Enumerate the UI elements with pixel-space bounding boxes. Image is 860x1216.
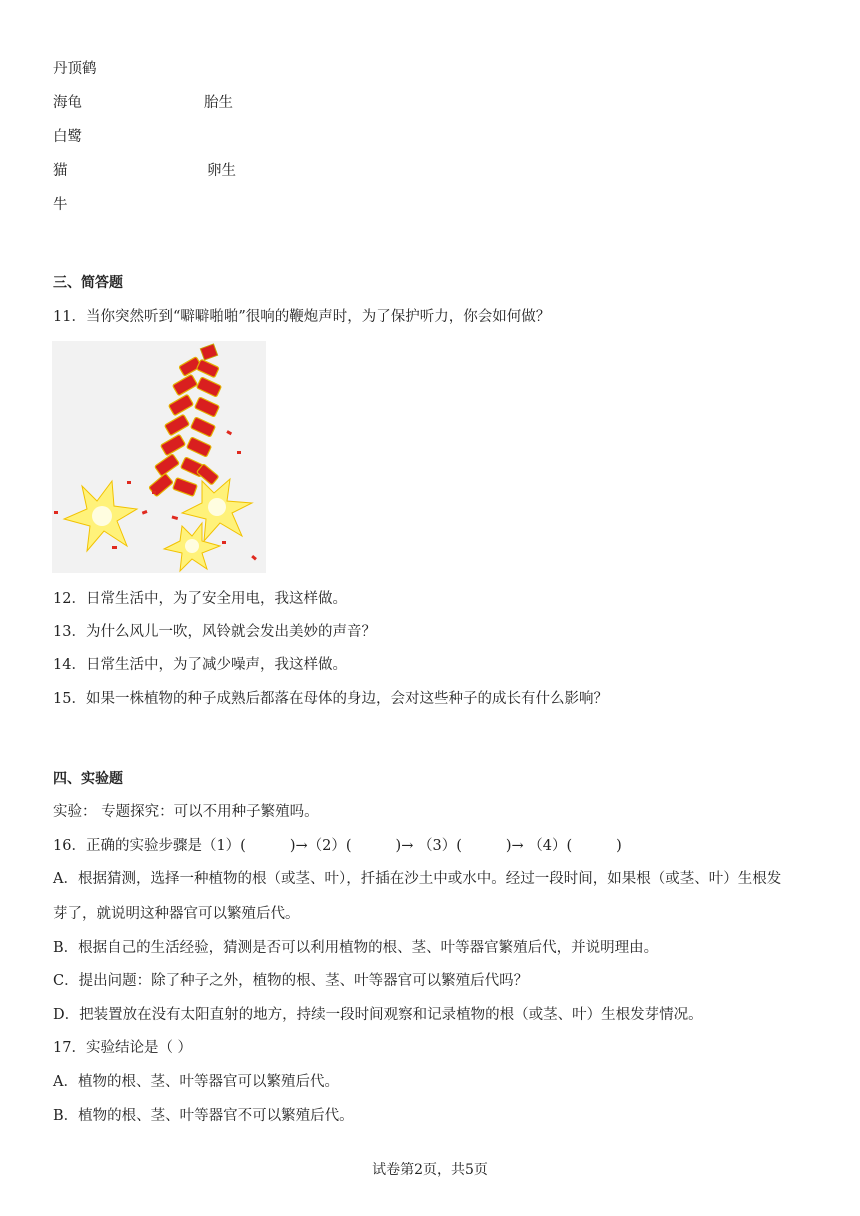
page-footer: 试卷第2页，共5页 (372, 1162, 488, 1178)
option-c: C．提出问题：除了种子之外，植物的根、茎、叶等器官可以繁殖后代吗？ (53, 973, 529, 989)
option-viviparous: 胎生 (204, 95, 233, 111)
question-16 (53, 836, 622, 856)
q16-part-a: )→（2）( (289, 838, 352, 854)
question-17: 17．实验结论是（ ） (53, 1040, 193, 1056)
q16-part-b: )→ （3）( (395, 838, 462, 854)
question-15: 15．如果一株植物的种子成熟后都落在母体的身边，会对这些种子的成长有什么影响？ (53, 691, 608, 707)
q17-option-b: B．植物的根、茎、叶等器官不可以繁殖后代。 (53, 1108, 354, 1124)
experiment-intro: 实验： 专题探究：可以不用种子繁殖吗。 (53, 804, 319, 820)
animal-egret: 白鹭 (53, 129, 82, 145)
q17-option-a: A．植物的根、茎、叶等器官可以繁殖后代。 (53, 1074, 339, 1090)
firecracker-image (52, 341, 266, 573)
option-oviparous: 卵生 (207, 163, 236, 179)
option-a-line2: 芽了，就说明这种器官可以繁殖后代。 (53, 906, 300, 922)
question-11: 11．当你突然听到“噼噼啪啪”很响的鞭炮声时，为了保护听力，你会如何做？ (53, 309, 551, 325)
question-14: 14．日常生活中，为了减少噪声，我这样做。 (53, 657, 347, 673)
q16-prefix: 16．正确的实验步骤是（1）( (53, 838, 246, 854)
animal-cat: 猫 (53, 163, 68, 179)
question-13: 13．为什么风儿一吹，风铃就会发出美妙的声音？ (53, 624, 376, 640)
option-d: D．把装置放在没有太阳直射的地方，持续一段时间观察和记录植物的根（或茎、叶）生根发芽情况。 (53, 1007, 703, 1023)
q16-part-d: ) (616, 838, 622, 854)
option-a-line1: A．根据猜测，选择一种植物的根（或茎、叶），扦插在沙土中或水中。经过一段时间，如果根（或茎、叶）生根发 (53, 871, 782, 887)
q16-part-c: )→ （4）( (505, 838, 573, 854)
firecracker-illustration (52, 341, 266, 573)
question-12: 12．日常生活中，为了安全用电，我这样做。 (53, 591, 347, 607)
animal-crane: 丹顶鹤 (53, 61, 97, 77)
option-b: B．根据自己的生活经验，猜测是否可以利用植物的根、茎、叶等器官繁殖后代，并说明理由。 (53, 940, 659, 956)
animal-cow: 牛 (53, 197, 68, 213)
animal-turtle: 海龟 (53, 95, 82, 111)
section3-title: 三、简答题 (53, 275, 123, 291)
section4-title: 四、实验题 (53, 771, 123, 787)
